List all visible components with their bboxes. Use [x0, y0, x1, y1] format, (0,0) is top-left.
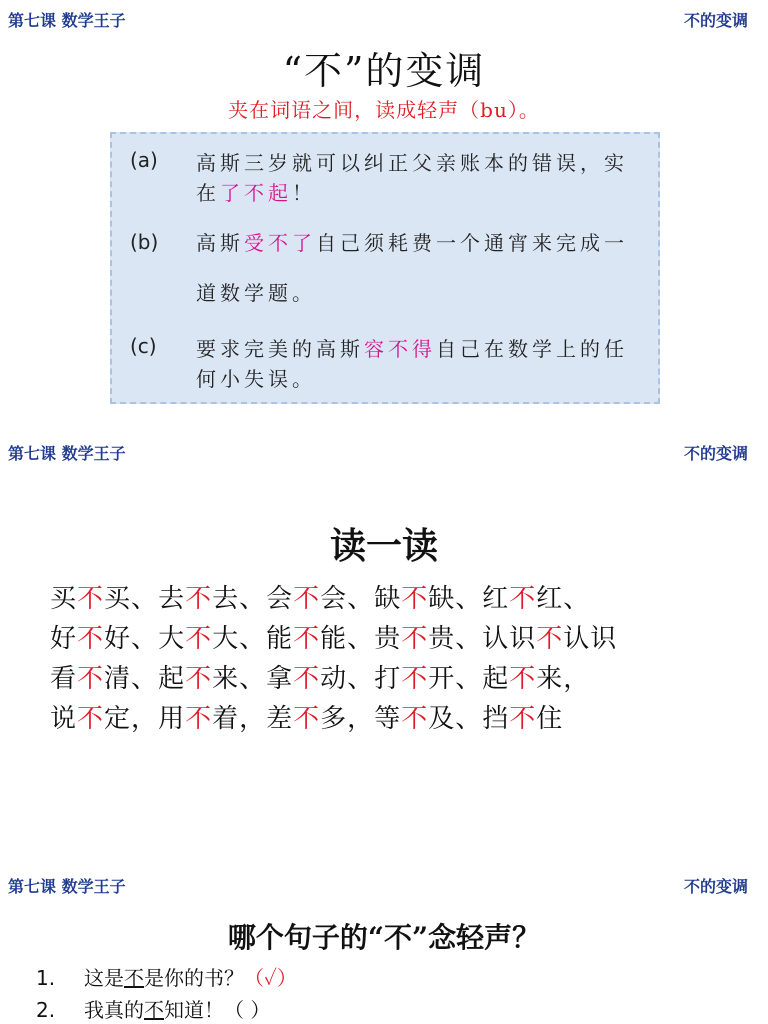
word-phrase: 缺不缺、 [374, 584, 483, 614]
lesson-header-left: 第七课 数学王子 [8, 11, 126, 30]
word-phrase: 红不红、 [482, 584, 591, 614]
word-phrase: 用不着， [158, 704, 267, 734]
word-phrase: 挡不住 [482, 704, 564, 734]
bu-char: 不 [401, 584, 429, 614]
bu-char: 不 [77, 664, 105, 694]
bu-char: 不 [185, 624, 213, 654]
bu-char: 不 [293, 584, 321, 614]
word-row [50, 698, 750, 738]
example-panel [110, 132, 660, 404]
question-number: 2. [36, 998, 56, 1022]
lesson-header-right: 不的变调 [683, 877, 748, 896]
bu-char: 不 [185, 584, 213, 614]
bu-char: 不 [77, 704, 105, 734]
slide-title: “不”的变调 [282, 49, 486, 93]
highlight-phrase: 容不得 [364, 337, 436, 361]
bu-char: 不 [185, 704, 213, 734]
item-text: 高斯三岁就可以纠正父亲账本的错误，实在了不起！ [196, 151, 628, 205]
word-phrase: 能不能、 [266, 624, 375, 654]
word-phrase: 贵不贵、 [374, 624, 483, 654]
underlined-bu: 不 [144, 998, 164, 1022]
word-phrase: 大不大、 [158, 624, 267, 654]
question-number: 1. [36, 966, 56, 990]
highlight-phrase: 了不起 [220, 181, 292, 205]
word-phrase: 起不来， [482, 664, 591, 694]
bu-char: 不 [293, 624, 321, 654]
item-text: 要求完美的高斯容不得自己在数学上的任何小失误。 [196, 337, 628, 391]
word-row [50, 578, 750, 618]
word-phrase: 好不好、 [50, 624, 159, 654]
bu-char: 不 [401, 624, 429, 654]
answer-mark: （✓） [244, 966, 297, 990]
bu-char: 不 [293, 704, 321, 734]
rule-subtitle: 夹在词语之间，读成轻声（bu）。 [228, 98, 540, 122]
bu-char: 不 [77, 624, 105, 654]
bu-char: 不 [509, 584, 537, 614]
lesson-header-right: 不的变调 [683, 11, 748, 30]
bu-char: 不 [536, 624, 564, 654]
question-title: 哪个句子的“不”念轻声？ [227, 921, 541, 954]
reading-word-list [50, 578, 750, 738]
bu-char: 不 [509, 664, 537, 694]
word-row [50, 618, 750, 658]
item-label: (a) [130, 148, 158, 172]
question-item: 1. 这是不是你的书？（✓） [36, 966, 297, 990]
word-phrase: 看不清、 [50, 664, 159, 694]
word-phrase: 拿不动、 [266, 664, 375, 694]
reading-title: 读一读 [329, 525, 438, 567]
question-item: 2. 我真的不知道！（ ） [36, 998, 271, 1022]
word-phrase: 起不来、 [158, 664, 267, 694]
bu-char: 不 [77, 584, 105, 614]
word-phrase: 差不多， [266, 704, 375, 734]
answer-blank: （ ） [224, 998, 271, 1022]
bu-char: 不 [401, 664, 429, 694]
item-text: 高斯受不了自己须耗费一个通宵来完成一道数学题。 [196, 231, 628, 305]
bu-char: 不 [293, 664, 321, 694]
lesson-header-left: 第七课 数学王子 [8, 877, 126, 896]
word-phrase: 打不开、 [374, 664, 483, 694]
lesson-header-right: 不的变调 [683, 444, 748, 463]
word-phrase: 去不去、 [158, 584, 267, 614]
highlight-phrase: 受不了 [244, 231, 316, 255]
item-label: (c) [130, 334, 157, 358]
word-phrase: 买不买、 [50, 584, 159, 614]
word-phrase: 说不定， [50, 704, 159, 734]
word-phrase: 等不及、 [374, 704, 483, 734]
lesson-header-left: 第七课 数学王子 [8, 444, 126, 463]
bu-char: 不 [509, 704, 537, 734]
item-label: (b) [130, 230, 159, 254]
word-phrase: 认识不认识 [482, 624, 618, 654]
bu-char: 不 [185, 664, 213, 694]
bu-char: 不 [401, 704, 429, 734]
word-row [50, 658, 750, 698]
underlined-bu: 不 [124, 966, 144, 990]
word-phrase: 会不会、 [266, 584, 375, 614]
